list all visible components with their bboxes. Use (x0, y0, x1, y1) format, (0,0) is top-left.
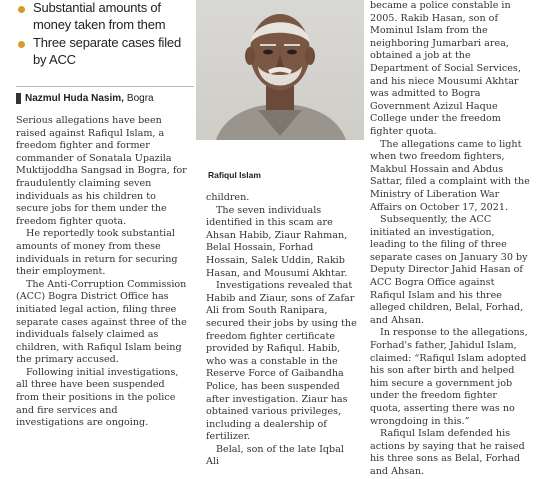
bullet-dot-icon (18, 6, 25, 13)
byline-author: Nazmul Huda Nasim, (25, 93, 124, 104)
article-paragraph: Subsequently, the ACC initiated an investigation, leading to the filing of three separate cases on January 30 by Deputy Director Jahid Hasan of ACC Bogra Office against Rafiqul Islam and his three alleged children, Belal, Forhad, and Ahsan. (370, 214, 528, 326)
article-column-1 (16, 115, 188, 430)
portrait-photo (196, 0, 364, 140)
article-column-2 (206, 192, 358, 469)
byline-place: Bogra (126, 93, 154, 104)
byline-divider (16, 86, 194, 87)
portrait-image (196, 0, 364, 140)
bullet-dot-icon (18, 41, 25, 48)
article-paragraph: children. (206, 192, 250, 203)
byline (16, 93, 196, 104)
article-column-3 (370, 0, 530, 479)
article-paragraph: The seven individuals identified in this scam are Ahsan Habib, Ziaur Rahman, Belal Hossain, Forhad Hossain, Salek Uddin, Rakib Hasan, and Mousumi Akhtar. (206, 204, 348, 279)
article-paragraph: Investigations revealed that Habib and Ziaur, sons of Zafar Ali from South Ranipara, secured their jobs by using the freedom fighter certificate provided by Rafiqul. Habib, who was a constable in the Reserve Force of Gaibandha Police, has been suspended after investigation. Ziaur has obtained various privileges, including a dealership of fertilizer. (206, 280, 357, 443)
byline-marker-icon (16, 93, 21, 104)
article-paragraph: He reportedly took substantial amounts of money from these individuals in return for securing their employment. (16, 228, 178, 278)
article-paragraph: In response to the allegations, Forhad's father, Jahidul Islam, claimed: “Rafiqul Islam adopted his son after birth and helped him secure a government job under the freedom fighter quota, asserting there was no wrongdoing in this.” (370, 327, 528, 427)
article-paragraph: Belal, son of the late Iqbal Ali (206, 443, 344, 468)
article-paragraph: The allegations came to light when two freedom fighters, Makbul Hossain and Abdus Sattar, filed a complaint with the Ministry of Liberation War Affairs on October 17, 2021. (370, 138, 530, 213)
article-paragraph: Serious allegations have been raised against Rafiqul Islam, a freedom fighter and former commander of Sonatala Upazila Muktijoddha Sangsad in Bogra, for fraudulently claiming seven individuals as his children to secure jobs for them under the freedom fighter quota. (16, 115, 187, 227)
photo-caption: Rafiqul Islam (208, 170, 261, 180)
article-paragraph: Rafiqul Islam defended his actions by saying that he raised his three sons as Belal, Forhad and Ahsan. (370, 428, 525, 477)
article-paragraph: The Anti-Corruption Commission (ACC) Bogra District Office has initiated legal action, filing three separate cases against three of the individuals falsely claimed as children, with Rafiqul Islam being the primary accused. (16, 278, 187, 366)
highlight-text: Three separate cases filed by ACC (33, 35, 181, 67)
highlight-item (18, 0, 196, 33)
highlights-list (18, 0, 196, 70)
highlight-text: Substantial amounts of money taken from them (33, 0, 166, 32)
article-paragraph: became a police constable in 2005. Rakib Hasan, son of Mominul Islam from the neighboring Jumarbari area, obtained a job at the Department of Social Services, and his niece Mousumi Akhtar was admitted to Bogra Government Azizul Haque College under the freedom fighter quota. (370, 0, 521, 137)
article-paragraph: Following initial investigations, all three have been suspended from their positions in the police and fire services and investigations are ongoing. (16, 366, 179, 429)
highlight-item (18, 35, 196, 68)
